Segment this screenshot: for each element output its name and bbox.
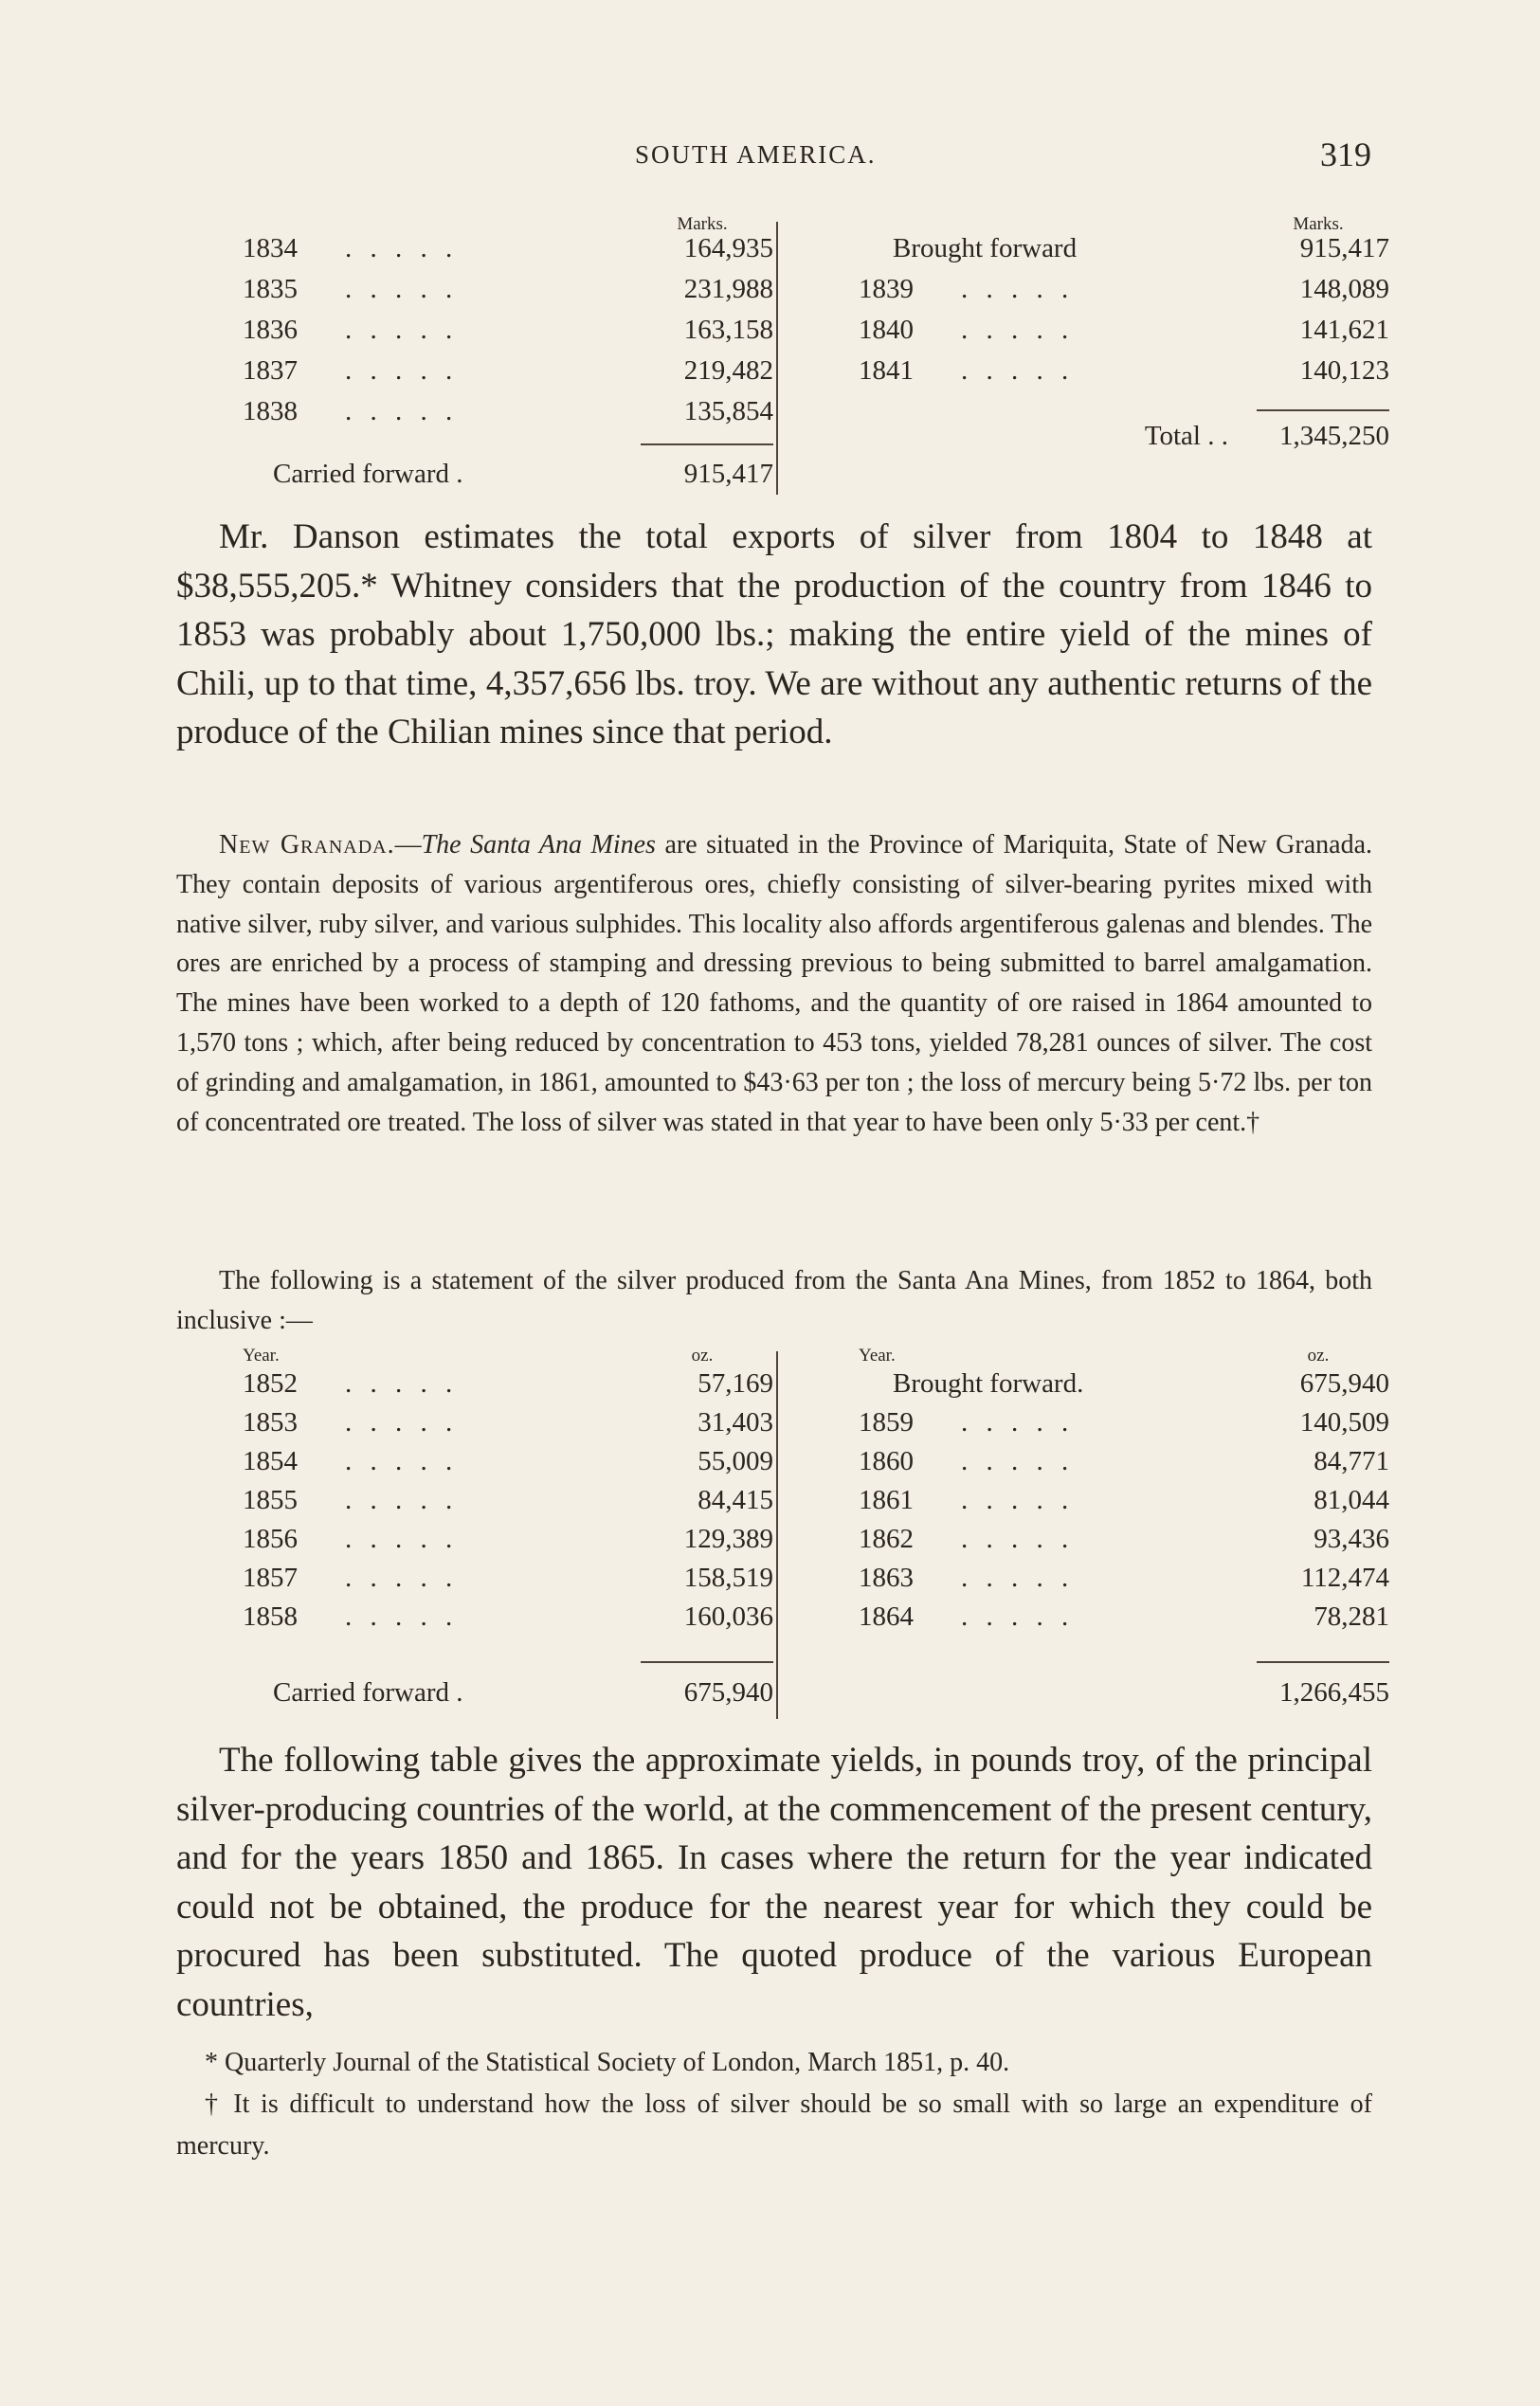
unit-header: oz. xyxy=(691,1346,714,1366)
carried-forward-row: Carried forward . 675,940 xyxy=(273,1677,773,1708)
year-header: Year. xyxy=(859,1346,896,1366)
table-row: 1862 . . . . . 93,436 xyxy=(859,1524,1389,1554)
table-row: 1835 . . . . . 231,988 xyxy=(243,274,773,304)
footnote-2: † It is difficult to understand how the loss of silver should be so small with so large an expenditure of mercury. xyxy=(176,2089,1372,2161)
unit-header: oz. xyxy=(1307,1346,1330,1366)
table-row: 1859 . . . . . 140,509 xyxy=(859,1407,1389,1438)
sum-rule xyxy=(641,443,773,445)
total-row: Total . . 1,345,250 xyxy=(1144,421,1389,451)
table-row: 1837 . . . . . 219,482 xyxy=(243,355,773,386)
running-head xyxy=(0,136,1540,178)
brought-forward-row: Brought forward 915,417 xyxy=(893,233,1389,263)
table-row: 1855 . . . . . 84,415 xyxy=(243,1485,773,1515)
page-number: 319 xyxy=(1320,136,1371,173)
unit-header: Marks. xyxy=(677,214,728,234)
carried-forward-row: Carried forward . 915,417 xyxy=(273,459,773,489)
footnote-1: * Quarterly Journal of the Statistical Society of London, March 1851, p. 40. xyxy=(205,2048,1010,2077)
table-row: 1861 . . . . . 81,044 xyxy=(859,1485,1389,1515)
running-title: SOUTH AMERICA. xyxy=(635,140,877,169)
paragraph-chili-exports: Mr. Danson estimates the total exports of silver from 1804 to 1848 at $38,555,205.* Whitney considers that the production of the country from 1846 to 1853 was probably about 1,750,000 lbs.; making the entire yield of the mines of Chili, up to that time, 4,357,656 lbs. troy. We are without any authentic returns of the produce of the Chilian mines since that period. xyxy=(176,517,1372,751)
table-row: 1840 . . . . . 141,621 xyxy=(859,315,1389,345)
table-row: 1856 . . . . . 129,389 xyxy=(243,1524,773,1554)
total-row: 1,266,455 xyxy=(1279,1677,1389,1708)
sum-rule xyxy=(1257,1661,1389,1663)
table-row: 1864 . . . . . 78,281 xyxy=(859,1601,1389,1632)
section-heading: New Granada. xyxy=(219,830,395,859)
table-row: 1860 . . . . . 84,771 xyxy=(859,1446,1389,1476)
table-row: 1841 . . . . . 140,123 xyxy=(859,355,1389,386)
brought-forward-row: Brought forward. 675,940 xyxy=(893,1368,1389,1399)
table-row: 1863 . . . . . 112,474 xyxy=(859,1563,1389,1593)
santa-ana-table xyxy=(176,1346,1389,1725)
table-row: 1834 . . . . . 164,935 xyxy=(243,233,773,263)
table-row: 1858 . . . . . 160,036 xyxy=(243,1601,773,1632)
table-row: 1857 . . . . . 158,519 xyxy=(243,1563,773,1593)
table-row: 1838 . . . . . 135,854 xyxy=(243,396,773,426)
table-row: 1854 . . . . . 55,009 xyxy=(243,1446,773,1476)
marks-table xyxy=(176,210,1389,495)
paragraph-table-intro: The following table gives the approximate yields, in pounds troy, of the principal silver-producing countries of the world, at the commencement of the present century, and for the years 1850 and 1865. In cases where the return for the year indicated could not be obtained, the produce for the nearest year for which they could be procured has been substituted. The quoted produce of the various European countries, xyxy=(176,1741,1372,2024)
unit-header: Marks. xyxy=(1293,214,1344,234)
italic-mine-name: The Santa Ana Mines xyxy=(421,830,656,859)
paragraph-new-granada: New Granada.—The Santa Ana Mines are situated in the Province of Mariquita, State of New Granada. They contain deposits of various argentiferous ores, chiefly consisting of silver-bearing pyrites mixed with native silver, ruby silver, and various sulphides. This locality also affords argentiferous galenas and blendes. The ores are enriched by a process of stamping and dressing previous to being submitted to barrel amalgamation. The mines have been worked to a depth of 120 fathoms, and the quantity of ore raised in 1864 amounted to 1,570 tons ; which, after being reduced by concentration to 453 tons, yielded 78,281 ounces of silver. The cost of grinding and amalgamation, in 1861, amounted to $43·63 per ton ; the loss of mercury being 5·72 lbs. per ton of concentrated ore treated. The loss of silver was stated in that year to have been only 5·33 per cent.† xyxy=(176,830,1373,1137)
column-divider xyxy=(776,1351,778,1719)
table-row: 1836 . . . . . 163,158 xyxy=(243,315,773,345)
table-row: 1853 . . . . . 31,403 xyxy=(243,1407,773,1438)
sum-rule xyxy=(1257,409,1389,411)
table-row: 1839 . . . . . 148,089 xyxy=(859,274,1389,304)
sum-rule xyxy=(641,1661,773,1663)
table-row: 1852 . . . . . 57,169 xyxy=(243,1368,773,1399)
year-header: Year. xyxy=(243,1346,280,1366)
paragraph-statement-intro: The following is a statement of the silver produced from the Santa Ana Mines, from 1852 to 1864, both inclusive :— xyxy=(176,1266,1372,1335)
column-divider xyxy=(776,222,778,495)
